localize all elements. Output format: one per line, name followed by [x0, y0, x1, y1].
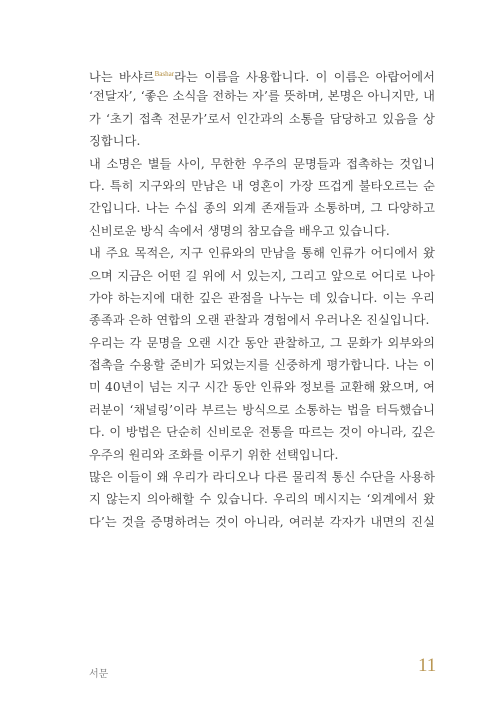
text-line: ‘전달자’, ‘좋은 소식을 전하는 자’를 뜻하며, 본명은 아니지만, 내 — [89, 89, 435, 104]
text-line: 다’는 것을 증명하려는 것이 아니라, 여러분 각자가 내면의 진실 — [89, 514, 435, 529]
text-line: 징합니다. — [89, 134, 141, 149]
text-line: 가야 하는지에 대한 깊은 관점을 나누는 데 있습니다. 이는 우리 — [89, 290, 435, 305]
text-line: 간입니다. 나는 수십 종의 외계 존재들과 소통하며, 그 다양하고 — [89, 201, 435, 216]
text-line: 지 않는지 의아해할 수 있습니다. 우리의 메시지는 ‘외계에서 왔 — [89, 492, 435, 507]
text-line: 우리는 각 문명을 오랜 시간 동안 관찰하고, 그 문화가 외부와의 — [89, 335, 435, 350]
text-line: 다. 특히 지구와의 만남은 내 영혼이 가장 뜨겁게 불타오르는 순 — [89, 178, 435, 193]
text-line: 종족과 은하 연합의 오랜 관찰과 경험에서 우러나온 진실입니다. — [89, 313, 430, 328]
text-line: 으며 지금은 어떤 길 위에 서 있는지, 그리고 앞으로 어디로 나아 — [89, 268, 435, 283]
text-line: 러분이 ‘채널링’이라 부르는 방식으로 소통하는 법을 터득했습니 — [89, 402, 435, 417]
text-line: 내 소명은 별들 사이, 무한한 우주의 문명들과 접촉하는 것입니 — [89, 156, 435, 171]
text-line: 우주의 원리와 조화를 이루기 위한 선택입니다. — [89, 447, 339, 462]
text-segment: 라는 이름을 사용합니다. 이 이름은 아랍어에서 — [174, 70, 435, 84]
text-line: 가 ‘초기 접촉 전문가’로서 인간과의 소통을 담당하고 있음을 상 — [89, 111, 435, 126]
text-line: 내 주요 목적은, 지구 인류와의 만남을 통해 인류가 어디에서 왔 — [89, 246, 435, 261]
running-footer: 서문 — [89, 669, 109, 680]
text-line: 미 40년이 넘는 지구 시간 동안 인류와 정보를 교환해 왔으며, 여 — [89, 380, 435, 395]
text-line: 접촉을 수용할 준비가 되었는지를 신중하게 평가합니다. 나는 이 — [89, 358, 435, 373]
text-segment: 나는 바샤르 — [89, 70, 155, 84]
page-number: 11 — [418, 655, 437, 676]
text-line: 다. 이 방법은 단순히 신비로운 전통을 따르는 것이 아니라, 깊은 — [89, 425, 435, 440]
text-line: 많은 이들이 왜 우리가 라디오나 다른 물리적 통신 수단을 사용하 — [89, 470, 435, 485]
body-text — [89, 63, 435, 533]
superscript-annotation: Bashar — [154, 70, 175, 78]
text-line: 신비로운 방식 속에서 생명의 참모습을 배우고 있습니다. — [89, 223, 390, 238]
text-line — [89, 63, 435, 85]
